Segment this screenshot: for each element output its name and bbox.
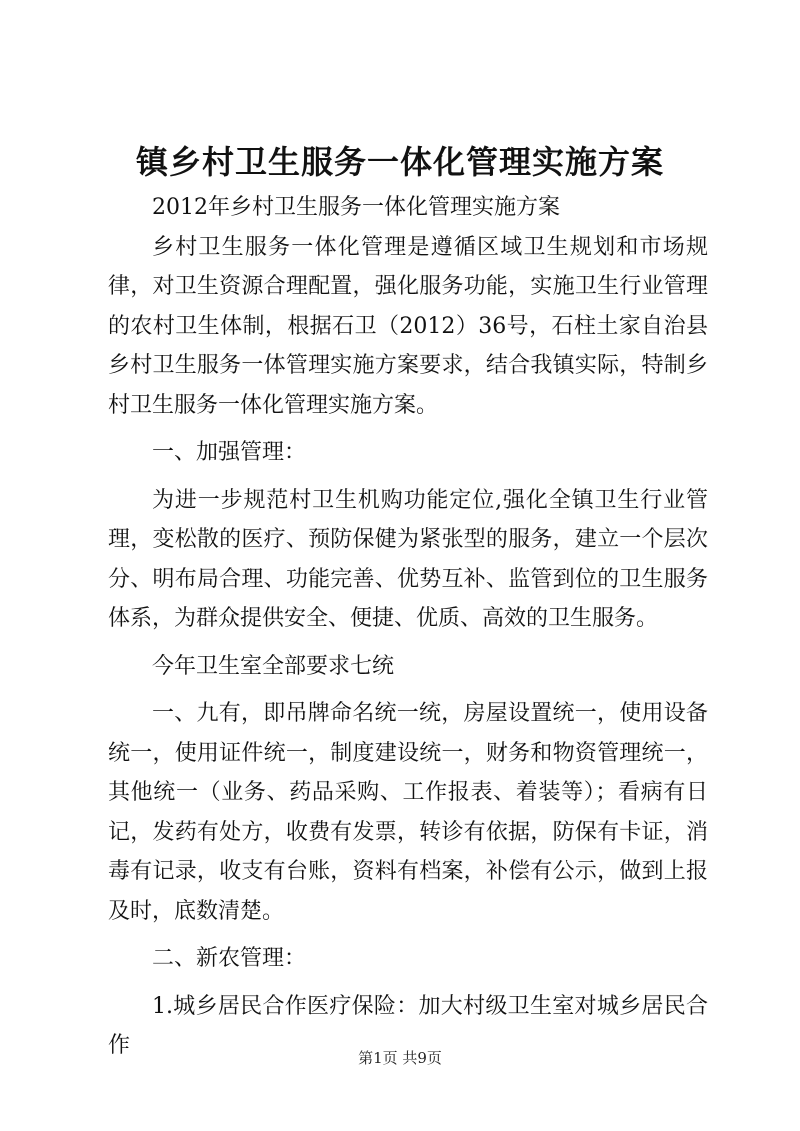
paragraph-subtitle: 2012年乡村卫生服务一体化管理实施方案 — [152, 195, 560, 220]
paragraph-nine-haves: 一、九有，即吊牌命名统一统，房屋设置统一，使用设备统一，使用证件统一，制度建设统一，财务和物资管理统一，其他统一（业务、药品采购、工作报表、着装等）；看病有日记，发药有处方，收费有发票，转诊有依据，防保有卡证，消毒有记录，收支有台账，资料有档案，补偿有公示，做到上报及时，底数清楚。 — [108, 701, 708, 924]
document-title: 镇乡村卫生服务一体化管理实施方案 — [135, 143, 664, 181]
paragraph-management: 为进一步规范村卫生机购功能定位,强化全镇卫生行业管理，变松散的医疗、预防保健为紧张型的服务，建立一个层次分、明布局合理、功能完善、优势互补、监管到位的卫生服务体系，为群众提供安全、便捷、优质、高效的卫生服务。 — [108, 487, 708, 631]
paragraph-intro: 乡村卫生服务一体化管理是遵循区域卫生规划和市场规律，对卫生资源合理配置，强化服务功能，实施卫生行业管理的农村卫生体制，根据石卫（2012）36号，石柱土家自治县乡村卫生服务一体管理实施方案要求，结合我镇实际，特制乡村卫生服务一体化管理实施方案。 — [108, 234, 708, 418]
paragraph-insurance: 1.城乡居民合作医疗保险：加大村级卫生室对城乡居民合作 — [108, 993, 708, 1058]
document-body — [108, 188, 708, 1066]
section-heading-rural-cooperative: 二、新农管理： — [152, 946, 307, 971]
page-number: 第1页 共9页 — [358, 1049, 442, 1067]
paragraph-seven-unified: 今年卫生室全部要求七统 — [152, 653, 395, 679]
section-heading-management: 一、加强管理： — [152, 440, 307, 465]
